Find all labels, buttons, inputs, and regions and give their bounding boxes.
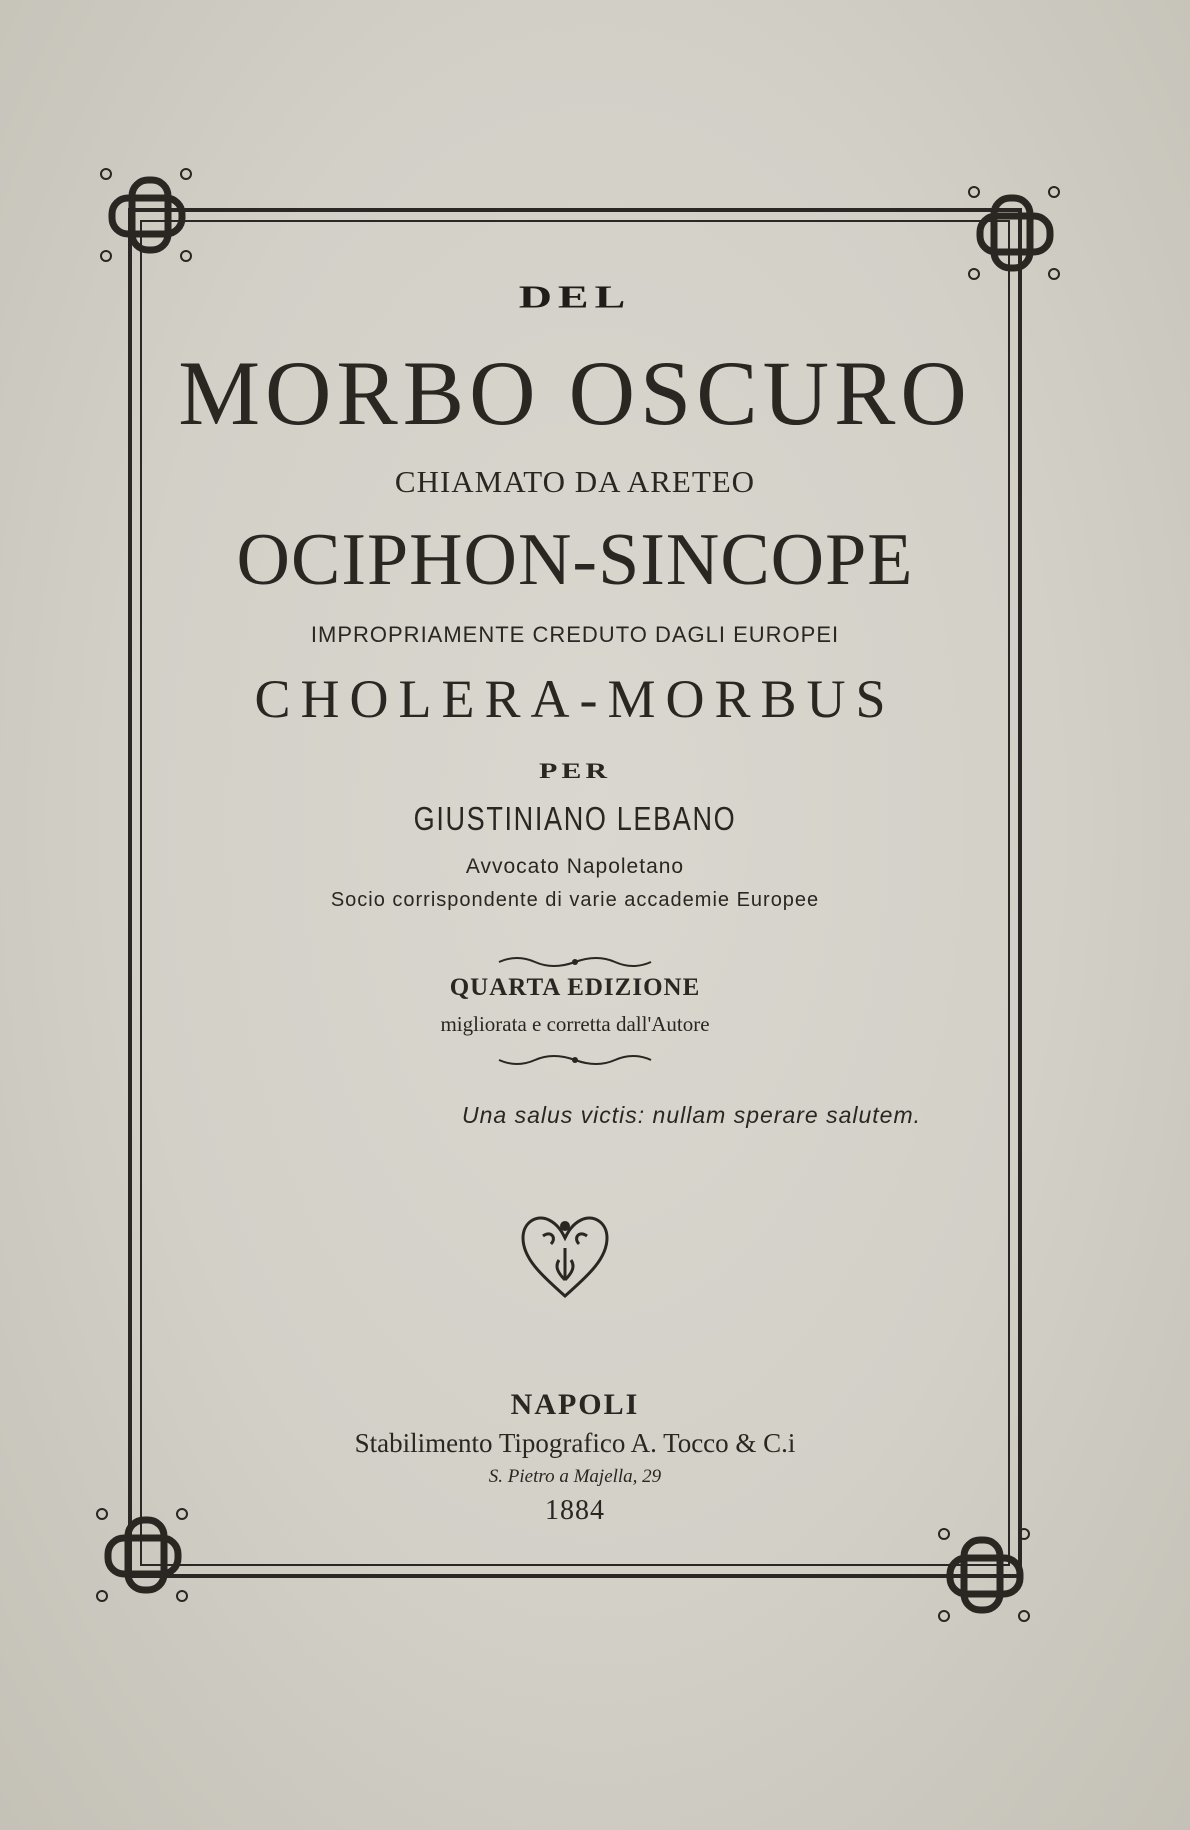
corner-ornament-icon	[960, 178, 1070, 288]
latin-motto: Una salus victis: nullam sperare salutem.	[462, 1102, 921, 1128]
edition-title: QUARTA EDIZIONE	[449, 974, 701, 1001]
byline-per: PER	[539, 758, 611, 783]
corner-ornament-icon	[92, 160, 202, 270]
author-affiliation: Socio corrispondente di varie accademie Europee	[330, 889, 820, 911]
main-title: MORBO OSCURO	[178, 342, 972, 444]
imprint-address: S. Pietro a Majella, 29	[488, 1466, 662, 1487]
subtitle-impropriamente: IMPROPRIAMENTE CREDUTO DAGLI EUROPEI	[310, 622, 840, 647]
author-name: GIUSTINIANO LEBANO	[413, 800, 737, 837]
floral-vignette-icon	[515, 1208, 615, 1300]
subtitle-ociphon: OCIPHON-SINCOPE	[236, 519, 914, 601]
imprint-year: 1884	[545, 1495, 605, 1526]
corner-ornament-icon	[930, 1520, 1040, 1630]
subtitle-cholera: CHOLERA-MORBUS	[254, 669, 896, 729]
title-del: DEL	[518, 278, 632, 315]
scroll-rule-icon	[497, 1050, 653, 1070]
scroll-rule-icon	[497, 952, 653, 972]
imprint-printer: Stabilimento Tipografico A. Tocco & C.i	[354, 1428, 796, 1458]
subtitle-chiamato: CHIAMATO DA ARETEO	[394, 464, 756, 499]
imprint-city: NAPOLI	[510, 1388, 640, 1421]
edition-note: migliorata e corretta dall'Autore	[440, 1012, 710, 1036]
author-role: Avvocato Napoletano	[465, 855, 685, 878]
